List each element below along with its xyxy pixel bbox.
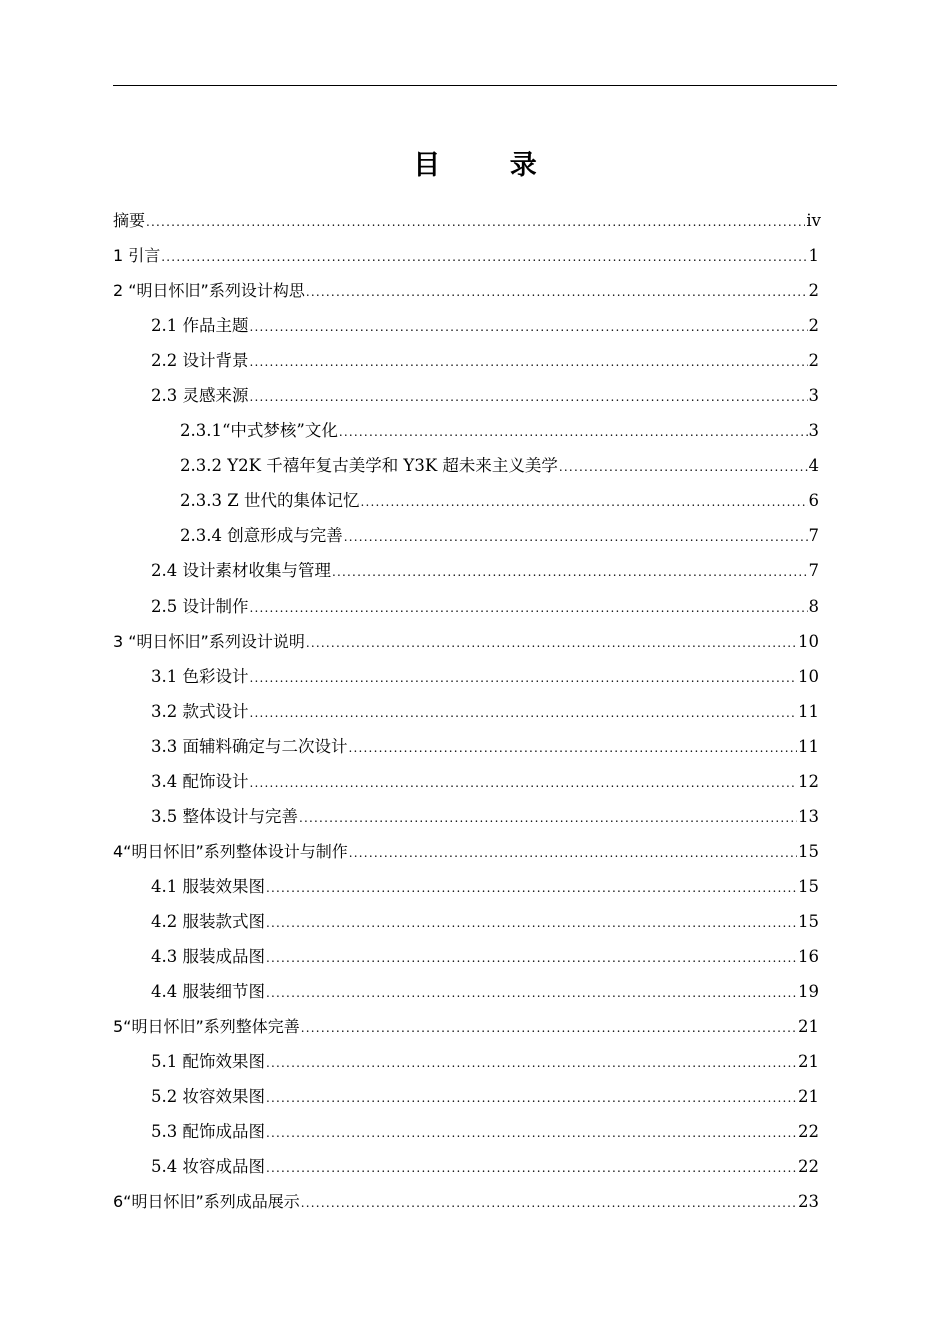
toc-entry-label: 摘要	[113, 211, 146, 230]
toc-entry-page: 13	[798, 806, 819, 826]
toc-entry-label: 2.3.3 Z 世代的集体记忆	[180, 491, 360, 511]
toc-entry[interactable]	[113, 308, 819, 343]
toc-entry[interactable]	[113, 624, 819, 659]
toc-entry-page: 2	[808, 281, 819, 301]
toc-entry-page: 11	[798, 736, 819, 756]
toc-entry[interactable]	[113, 1009, 819, 1044]
toc-entry-page: 2	[808, 351, 819, 371]
toc-entry-page: 21	[798, 1017, 819, 1037]
toc-entry-page: 6	[808, 491, 819, 511]
toc-entry-label: 2.5 设计制作	[151, 596, 249, 616]
toc-entry[interactable]	[113, 553, 819, 588]
toc-entry[interactable]	[113, 238, 819, 273]
toc-entry-page: 7	[808, 526, 819, 546]
toc-entry-page: 11	[798, 701, 819, 721]
toc-entry[interactable]	[113, 1079, 819, 1114]
toc-entry-page: 10	[798, 631, 819, 651]
dot-leader	[250, 310, 808, 345]
toc-entry-page: 10	[798, 666, 819, 686]
toc-entry-page: 3	[808, 421, 819, 441]
dot-leader	[266, 1046, 797, 1081]
toc-entry-page: 1	[808, 246, 819, 266]
dot-leader	[344, 520, 808, 555]
dot-leader	[266, 871, 797, 906]
toc-entry-page: 15	[798, 876, 819, 896]
dot-leader	[266, 941, 797, 976]
dot-leader	[146, 205, 805, 240]
toc-entry-label: 3.1 色彩设计	[151, 666, 249, 686]
toc-entry-label: 3 “明日怀旧”系列设计说明	[113, 631, 305, 651]
toc-entry[interactable]	[113, 589, 819, 624]
toc-entry-label: 4.3 服装成品图	[151, 946, 265, 966]
toc-entry[interactable]	[113, 518, 819, 553]
toc-entry-page: 12	[798, 771, 819, 791]
toc-entry-label: 3.5 整体设计与完善	[151, 806, 298, 826]
toc-entry[interactable]	[113, 974, 819, 1009]
toc-entry-label: 5.2 妆容效果图	[151, 1087, 265, 1107]
toc-entry[interactable]	[113, 764, 819, 799]
toc-entry[interactable]	[113, 729, 819, 764]
toc-entry[interactable]	[113, 1184, 819, 1219]
toc-entry-label: 4.4 服装细节图	[151, 982, 265, 1002]
toc-entry-page: 22	[798, 1157, 819, 1177]
header-rule	[113, 85, 837, 86]
toc-entry-label: 1 引言	[113, 246, 161, 266]
toc-entry[interactable]	[113, 1149, 819, 1184]
toc-entry[interactable]	[113, 799, 819, 834]
toc-entry[interactable]	[113, 413, 819, 448]
toc-entry[interactable]	[113, 273, 819, 308]
toc-entry[interactable]	[113, 483, 819, 518]
toc-entry-page: 15	[798, 911, 819, 931]
toc-entry-label: 2.3.4 创意形成与完善	[180, 526, 343, 546]
toc-entry-label: 2 “明日怀旧”系列设计构思	[113, 281, 305, 301]
toc-entry[interactable]	[113, 694, 819, 729]
dot-leader	[266, 906, 797, 941]
toc-entry[interactable]	[113, 378, 819, 413]
toc-entry-label: 2.2 设计背景	[151, 351, 249, 371]
toc-entry[interactable]	[113, 939, 819, 974]
toc-entry-label: 4“明日怀旧”系列整体设计与制作	[113, 841, 348, 861]
dot-leader	[306, 275, 808, 310]
toc-entry[interactable]	[113, 869, 819, 904]
toc-entry-label: 2.4 设计素材收集与管理	[151, 561, 331, 581]
toc-entry-page: 8	[808, 596, 819, 616]
toc-entry-page: 2	[808, 316, 819, 336]
toc-entry[interactable]	[113, 834, 819, 869]
page-title: 目 录	[413, 150, 567, 181]
toc-entry-label: 6“明日怀旧”系列成品展示	[113, 1192, 300, 1212]
dot-leader	[250, 696, 798, 731]
toc-entry-page: 16	[798, 946, 819, 966]
dot-leader	[360, 485, 807, 520]
toc-entry-page: 21	[798, 1052, 819, 1072]
toc-entry-label: 5“明日怀旧”系列整体完善	[113, 1017, 300, 1037]
dot-leader	[349, 731, 798, 766]
toc-entry-label: 3.3 面辅料确定与二次设计	[151, 736, 348, 756]
dot-leader	[266, 1116, 797, 1151]
dot-leader	[266, 976, 797, 1011]
toc-entry[interactable]	[113, 1114, 819, 1149]
toc-entry-label: 5.1 配饰效果图	[151, 1052, 265, 1072]
toc-entry-label: 2.1 作品主题	[151, 316, 249, 336]
toc-entry[interactable]	[113, 203, 819, 238]
dot-leader	[306, 626, 797, 661]
toc-entry-label: 4.1 服装效果图	[151, 876, 265, 896]
toc-entry-label: 5.3 配饰成品图	[151, 1122, 265, 1142]
toc-entry-label: 2.3.1“中式梦核”文化	[180, 421, 338, 441]
dot-leader	[250, 380, 808, 415]
dot-leader	[301, 1186, 797, 1221]
toc-entry-page: 19	[798, 982, 819, 1002]
dot-leader	[250, 591, 808, 626]
toc-entry-page: 21	[798, 1087, 819, 1107]
toc-entry-label: 2.3.2 Y2K 千禧年复古美学和 Y3K 超未来主义美学	[180, 456, 558, 476]
dot-leader	[349, 836, 797, 871]
toc-entry-page: iv	[806, 211, 821, 230]
dot-leader	[301, 1011, 797, 1046]
dot-leader	[266, 1081, 797, 1116]
dot-leader	[266, 1151, 797, 1186]
toc-entry[interactable]	[113, 1044, 819, 1079]
toc-entry[interactable]	[113, 448, 819, 483]
dot-leader	[161, 240, 807, 275]
toc-entry-page: 22	[798, 1122, 819, 1142]
dot-leader	[250, 766, 798, 801]
toc-entry-label: 3.2 款式设计	[151, 701, 249, 721]
toc-entry-label: 4.2 服装款式图	[151, 911, 265, 931]
dot-leader	[559, 450, 808, 485]
toc-entry[interactable]	[113, 343, 819, 378]
dot-leader	[299, 801, 797, 836]
dot-leader	[250, 345, 808, 380]
toc-entry-label: 3.4 配饰设计	[151, 771, 249, 791]
dot-leader	[250, 661, 798, 696]
toc-entry[interactable]	[113, 659, 819, 694]
dot-leader	[332, 555, 808, 590]
toc-entry-page: 15	[798, 841, 819, 861]
toc-entry-page: 3	[808, 386, 819, 406]
toc-entry-page: 23	[798, 1192, 819, 1212]
toc-entry-page: 7	[808, 561, 819, 581]
table-of-contents	[113, 203, 819, 1219]
toc-entry-label: 2.3 灵感来源	[151, 386, 249, 406]
toc-entry-label: 5.4 妆容成品图	[151, 1157, 265, 1177]
dot-leader	[339, 415, 808, 450]
toc-entry[interactable]	[113, 904, 819, 939]
toc-entry-page: 4	[808, 456, 819, 476]
